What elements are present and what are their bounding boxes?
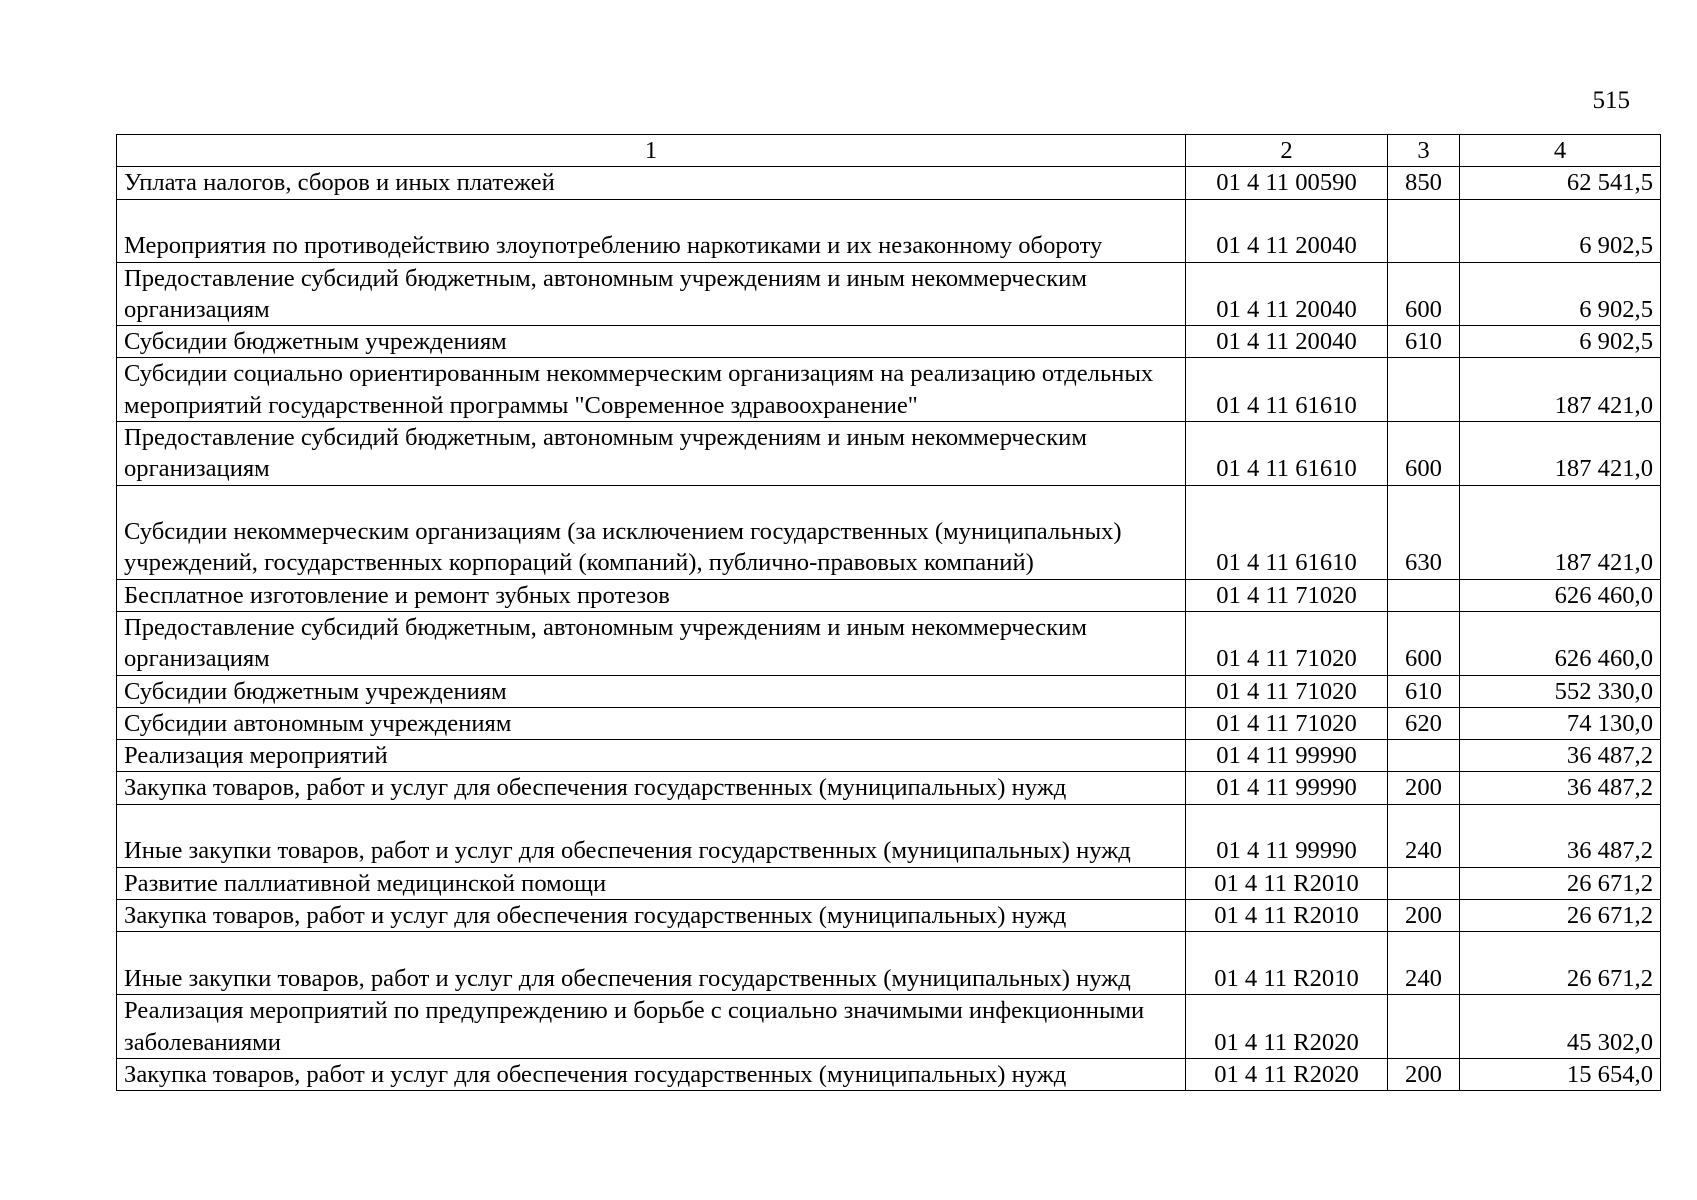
- row-code: 01 4 11 20040: [1186, 326, 1388, 358]
- row-type: 200: [1388, 772, 1460, 804]
- table-row: [117, 740, 1661, 772]
- row-sum: 187 421,0: [1460, 358, 1661, 422]
- table-row: [117, 675, 1661, 707]
- row-type: [1388, 867, 1460, 899]
- row-type: 240: [1388, 932, 1460, 995]
- row-name: Закупка товаров, работ и услуг для обеспечения государственных (муниципальных) нужд: [117, 900, 1186, 932]
- row-name: Иные закупки товаров, работ и услуг для обеспечения государственных (муниципальных) нужд: [117, 932, 1186, 995]
- row-code: 01 4 11 20040: [1186, 199, 1388, 262]
- row-type: 610: [1388, 675, 1460, 707]
- row-sum: 26 671,2: [1460, 867, 1661, 899]
- row-type: 200: [1388, 900, 1460, 932]
- row-code: 01 4 11 61610: [1186, 422, 1388, 486]
- row-type: [1388, 740, 1460, 772]
- column-header: 2: [1186, 135, 1388, 167]
- row-name: Закупка товаров, работ и услуг для обеспечения государственных (муниципальных) нужд: [117, 1058, 1186, 1090]
- row-name: Бесплатное изготовление и ремонт зубных протезов: [117, 579, 1186, 611]
- table-row: [117, 867, 1661, 899]
- row-sum: 74 130,0: [1460, 707, 1661, 739]
- table-header-row: [117, 135, 1661, 167]
- column-header: 4: [1460, 135, 1661, 167]
- row-code: 01 4 11 61610: [1186, 358, 1388, 422]
- row-code: 01 4 11 71020: [1186, 675, 1388, 707]
- table-row: [117, 995, 1661, 1059]
- row-sum: 26 671,2: [1460, 900, 1661, 932]
- table-row: [117, 900, 1661, 932]
- row-code: 01 4 11 61610: [1186, 485, 1388, 579]
- table-row: [117, 358, 1661, 422]
- row-type: 600: [1388, 611, 1460, 675]
- table-row: [117, 1058, 1661, 1090]
- row-code: 01 4 11 R2010: [1186, 932, 1388, 995]
- row-code: 01 4 11 R2010: [1186, 867, 1388, 899]
- row-sum: 626 460,0: [1460, 579, 1661, 611]
- row-code: 01 4 11 20040: [1186, 262, 1388, 326]
- row-type: [1388, 199, 1460, 262]
- row-sum: 36 487,2: [1460, 804, 1661, 867]
- row-name: Предоставление субсидий бюджетным, автономным учреждениям и иным некоммерческим организациям: [117, 262, 1186, 326]
- row-code: 01 4 11 71020: [1186, 579, 1388, 611]
- row-type: 600: [1388, 422, 1460, 486]
- table-row: [117, 485, 1661, 579]
- row-type: 600: [1388, 262, 1460, 326]
- table-row: [117, 579, 1661, 611]
- budget-table: [116, 134, 1661, 1091]
- row-code: 01 4 11 71020: [1186, 707, 1388, 739]
- row-name: Субсидии социально ориентированным некоммерческим организациям на реализацию отдельных мероприятий государственной программы "Современное здравоохранение": [117, 358, 1186, 422]
- page-number: 515: [1592, 87, 1630, 114]
- table-row: [117, 932, 1661, 995]
- row-sum: 6 902,5: [1460, 199, 1661, 262]
- row-name: Субсидии бюджетным учреждениям: [117, 326, 1186, 358]
- row-code: 01 4 11 99990: [1186, 740, 1388, 772]
- table-row: [117, 326, 1661, 358]
- row-sum: 62 541,5: [1460, 167, 1661, 199]
- row-name: Реализация мероприятий: [117, 740, 1186, 772]
- row-name: Предоставление субсидий бюджетным, автономным учреждениям и иным некоммерческим организациям: [117, 422, 1186, 486]
- row-sum: 15 654,0: [1460, 1058, 1661, 1090]
- row-name: Закупка товаров, работ и услуг для обеспечения государственных (муниципальных) нужд: [117, 772, 1186, 804]
- table-row: [117, 772, 1661, 804]
- row-sum: 36 487,2: [1460, 740, 1661, 772]
- column-header: 3: [1388, 135, 1460, 167]
- row-sum: 552 330,0: [1460, 675, 1661, 707]
- row-sum: 187 421,0: [1460, 422, 1661, 486]
- table-row: [117, 707, 1661, 739]
- table-row: [117, 804, 1661, 867]
- row-type: [1388, 579, 1460, 611]
- row-name: Предоставление субсидий бюджетным, автономным учреждениям и иным некоммерческим организациям: [117, 611, 1186, 675]
- row-name: Субсидии автономным учреждениям: [117, 707, 1186, 739]
- row-code: 01 4 11 99990: [1186, 772, 1388, 804]
- row-sum: 36 487,2: [1460, 772, 1661, 804]
- row-type: [1388, 358, 1460, 422]
- row-type: 200: [1388, 1058, 1460, 1090]
- row-type: 240: [1388, 804, 1460, 867]
- row-name: Развитие паллиативной медицинской помощи: [117, 867, 1186, 899]
- table-row: [117, 199, 1661, 262]
- row-name: Мероприятия по противодействию злоупотреблению наркотиками и их незаконному обороту: [117, 199, 1186, 262]
- row-sum: 187 421,0: [1460, 485, 1661, 579]
- row-type: 610: [1388, 326, 1460, 358]
- row-code: 01 4 11 71020: [1186, 611, 1388, 675]
- table-row: [117, 262, 1661, 326]
- row-sum: 26 671,2: [1460, 932, 1661, 995]
- row-code: 01 4 11 R2020: [1186, 1058, 1388, 1090]
- row-code: 01 4 11 99990: [1186, 804, 1388, 867]
- row-code: 01 4 11 R2020: [1186, 995, 1388, 1059]
- row-code: 01 4 11 R2010: [1186, 900, 1388, 932]
- row-name: Субсидии некоммерческим организациям (за исключением государственных (муниципальных) учреждений, государственных корпораций (компаний), публично-правовых компаний): [117, 485, 1186, 579]
- row-code: 01 4 11 00590: [1186, 167, 1388, 199]
- table-row: [117, 167, 1661, 199]
- row-sum: 626 460,0: [1460, 611, 1661, 675]
- row-type: 850: [1388, 167, 1460, 199]
- row-type: 620: [1388, 707, 1460, 739]
- row-type: 630: [1388, 485, 1460, 579]
- row-name: Реализация мероприятий по предупреждению и борьбе с социально значимыми инфекционными заболеваниями: [117, 995, 1186, 1059]
- row-name: Иные закупки товаров, работ и услуг для обеспечения государственных (муниципальных) нужд: [117, 804, 1186, 867]
- table-row: [117, 611, 1661, 675]
- row-name: Уплата налогов, сборов и иных платежей: [117, 167, 1186, 199]
- row-name: Субсидии бюджетным учреждениям: [117, 675, 1186, 707]
- column-header: 1: [117, 135, 1186, 167]
- row-sum: 45 302,0: [1460, 995, 1661, 1059]
- table-row: [117, 422, 1661, 486]
- row-sum: 6 902,5: [1460, 326, 1661, 358]
- row-sum: 6 902,5: [1460, 262, 1661, 326]
- row-type: [1388, 995, 1460, 1059]
